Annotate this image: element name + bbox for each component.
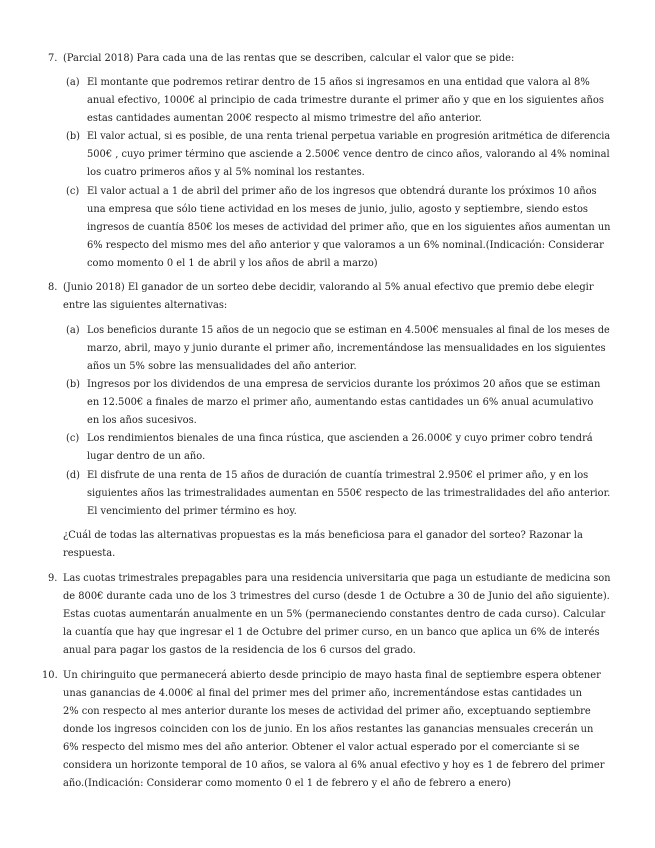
closing-text-line: ¿Cuál de todas las alternativas propuestas es la más beneficiosa para el ganador del sorteo? Razonar la [63,530,583,541]
item-text-line: Los rendimientos bienales de una finca rústica, que ascienden a 26.000€ y cuyo primer cobro tendrá [87,433,593,444]
item-label: (c) [66,186,80,197]
item-label: (d) [66,470,81,481]
item-text-line: anual efectivo, 1000€ al principio de cada trimestre durante el primer año y que en los siguientes años [87,95,604,106]
item-label: (a) [66,325,80,336]
problem-text-line: Estas cuotas aumentarán anualmente en un 5% (permaneciendo constantes dentro de cada curso). Calcular [63,609,606,620]
item-text-line: siguientes años las trimestralidades aumentan en 550€ respecto de las trimestralidades del año anterior. [87,488,611,499]
problem-text-line: anual para pagar los gastos de la residencia de los 6 cursos del grado. [63,645,416,656]
problem-text-line: entre las siguientes alternativas: [63,300,228,311]
item-text-line: 6% respecto del mismo mes del año anterior y que valoramos a un 6% nominal.(Indicación: Considerar [87,240,604,251]
problem-text-line: donde los ingresos coinciden con los de junio. En los años restantes las ganancias mensuales crecerán un [63,724,594,735]
item-text-line: en los años sucesivos. [87,415,197,426]
problem-text-line: unas ganancias de 4.000€ al final del primer mes del primer año, incrementándose estas cantidades un [63,688,582,699]
item-label: (c) [66,433,80,444]
item-text-line: Los beneficios durante 15 años de un negocio que se estiman en 4.500€ mensuales al final de los meses de [87,325,610,336]
problem-text-line: Las cuotas trimestrales prepagables para una residencia universitaria que paga un estudiante de medicina son [63,573,611,584]
problem-text-line: (Parcial 2018) Para cada una de las rentas que se describen, calcular el valor que se pide: [63,53,515,64]
problem-text-line: considera un horizonte temporal de 10 años, se valora al 6% anual efectivo y hoy es 1 de febrero del primer [63,760,605,771]
problem-number: 9. [48,573,58,584]
item-text-line: Ingresos por los dividendos de una empresa de servicios durante los próximos 20 años que se estiman [87,379,601,390]
problem-number: 10. [42,670,58,681]
item-text-line: como momento 0 el 1 de abril y los años de abril a marzo) [87,258,378,269]
item-text-line: los cuatro primeros años y al 5% nominal los restantes. [87,167,365,178]
item-text-line: estas cantidades aumentan 200€ respecto al mismo trimestre del año anterior. [87,113,482,124]
item-text-line: El vencimiento del primer término es hoy. [87,506,297,517]
item-label: (a) [66,77,80,88]
item-label: (b) [66,379,81,390]
problem-number: 8. [48,282,58,293]
item-text-line: años un 5% sobre las mensualidades del año anterior. [87,361,357,372]
item-text-line: una empresa que sólo tiene actividad en los meses de junio, julio, agosto y septiembre, siendo estos [87,204,588,215]
item-text-line: El disfrute de una renta de 15 años de duración de cuantía trimestral 2.950€ el primer año, y en los [87,470,589,481]
item-text-line: El valor actual a 1 de abril del primer año de los ingresos que obtendrá durante los próximos 10 años [87,186,597,197]
problem-text-line: Un chiringuito que permanecerá abierto desde principio de mayo hasta final de septiembre espera obtener [63,670,601,681]
item-text-line: El montante que podremos retirar dentro de 15 años si ingresamos en una entidad que valora al 8% [87,77,590,88]
item-text-line: 500€ , cuyo primer término que asciende a 2.500€ vence dentro de cinco años, valorando al 4% nominal [87,149,610,160]
item-text-line: ingresos de cuantía 850€ los meses de actividad del primer año, que en los siguientes años aumentan un [87,222,611,233]
problem-number: 7. [48,53,58,64]
problem-text-line: 2% con respecto al mes anterior durante los meses de actividad del primer año, exceptuando septiembre [63,706,591,717]
problem-text-line: de 800€ durante cada uno de los 3 trimestres del curso (desde 1 de Octubre a 30 de Junio del año siguiente). [63,591,610,602]
problem-text-line: año.(Indicación: Considerar como momento 0 el 1 de febrero y el año de febrero a enero) [63,778,511,789]
item-text-line: lugar dentro de un año. [87,451,206,462]
item-text-line: El valor actual, si es posible, de una renta trienal perpetua variable en progresión aritmética de diferencia [87,131,611,142]
item-text-line: marzo, abril, mayo y junio durante el primer año, incrementándose las mensualidades en los siguientes [87,343,606,354]
item-label: (b) [66,131,81,142]
problem-text-line: la cuantía que hay que ingresar el 1 de Octubre del primer curso, en un banco que aplica un 6% de interés [63,627,600,638]
problem-text-line: (Junio 2018) El ganador de un sorteo debe decidir, valorando al 5% anual efectivo que premio debe elegir [63,282,594,293]
problem-text-line: 6% respecto del mismo mes del año anterior. Obtener el valor actual esperado por el comerciante si se [63,742,580,753]
closing-text-line: respuesta. [63,548,116,559]
item-text-line: en 12.500€ a finales de marzo el primer año, aumentando estas cantidades un 6% anual acumulativo [87,397,594,408]
